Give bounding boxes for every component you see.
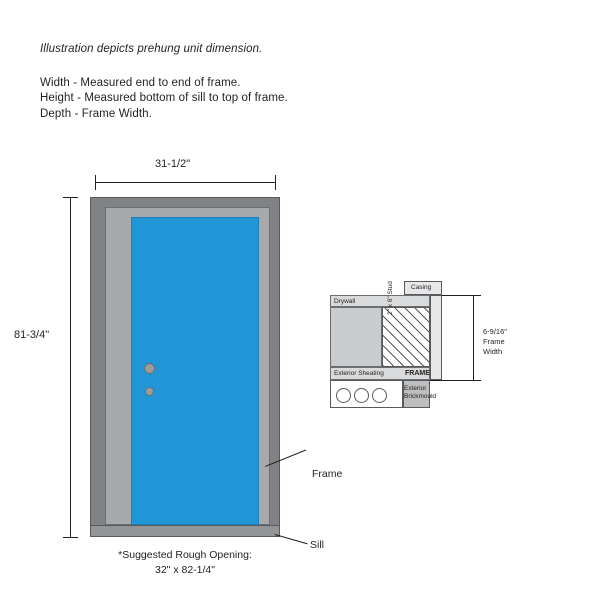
height-dimension-line <box>70 197 71 537</box>
detail-frame-width-dimension <box>483 327 507 356</box>
detail-masonry-circle <box>336 388 351 403</box>
detail-dim-tick-bottom <box>466 380 481 381</box>
intro-lead: Illustration depicts prehung unit dimension. <box>40 43 263 55</box>
detail-frame-width-value: 6-9/16" <box>483 327 507 336</box>
spec-width: Width - Measured end to end of frame. <box>40 76 241 89</box>
detail-label-brickmould-line2: Brickmould <box>404 393 437 401</box>
detail-dim-tick-top <box>466 295 481 296</box>
detail-label-brickmould <box>404 385 436 401</box>
deadbolt-icon <box>145 387 154 396</box>
detail-stud <box>382 307 430 367</box>
detail-masonry-circle <box>354 388 369 403</box>
detail-label-stud: 2" x 6" Stud <box>387 281 394 315</box>
detail-label-frame: FRAME <box>405 370 430 377</box>
width-dimension-tick-left <box>95 175 96 190</box>
detail-wall-cavity <box>330 307 382 367</box>
rough-opening-title: *Suggested Rough Opening: <box>118 549 252 561</box>
sill-callout-label: Sill <box>310 539 325 551</box>
sill-callout-leader <box>275 534 308 544</box>
height-dimension-tick-top <box>63 197 78 198</box>
detail-frame-member <box>430 295 442 380</box>
detail-dim-line <box>473 295 474 380</box>
rough-opening-note <box>90 548 280 578</box>
width-dimension-line <box>95 182 275 183</box>
spec-height: Height - Measured bottom of sill to top of frame. <box>40 92 288 104</box>
frame-callout-label: Frame <box>312 468 343 480</box>
height-dimension-label: 81-3/4" <box>14 329 50 341</box>
spec-depth: Depth - Frame Width. <box>40 107 152 120</box>
height-dimension-tick-bottom <box>63 537 78 538</box>
detail-frame-width-label-2: Width <box>483 346 503 356</box>
detail-label-sheathing: Exterior Sheating <box>334 370 384 377</box>
rough-opening-value: 32" x 82-1/4" <box>155 564 215 577</box>
width-dimension-label: 31-1/2" <box>155 158 191 170</box>
intro-text-block <box>40 44 288 124</box>
detail-masonry-circle <box>372 388 387 403</box>
detail-label-casing: Casing <box>411 284 432 291</box>
detail-label-drywall: Drywall <box>334 298 356 305</box>
width-dimension-tick-right <box>275 175 276 190</box>
door-knob-icon <box>144 363 155 374</box>
detail-label-brickmould-line1: Exterior <box>404 385 427 392</box>
door-sill <box>90 525 280 537</box>
wall-section-detail <box>325 275 535 430</box>
detail-frame-width-label-1: Frame <box>483 336 505 346</box>
